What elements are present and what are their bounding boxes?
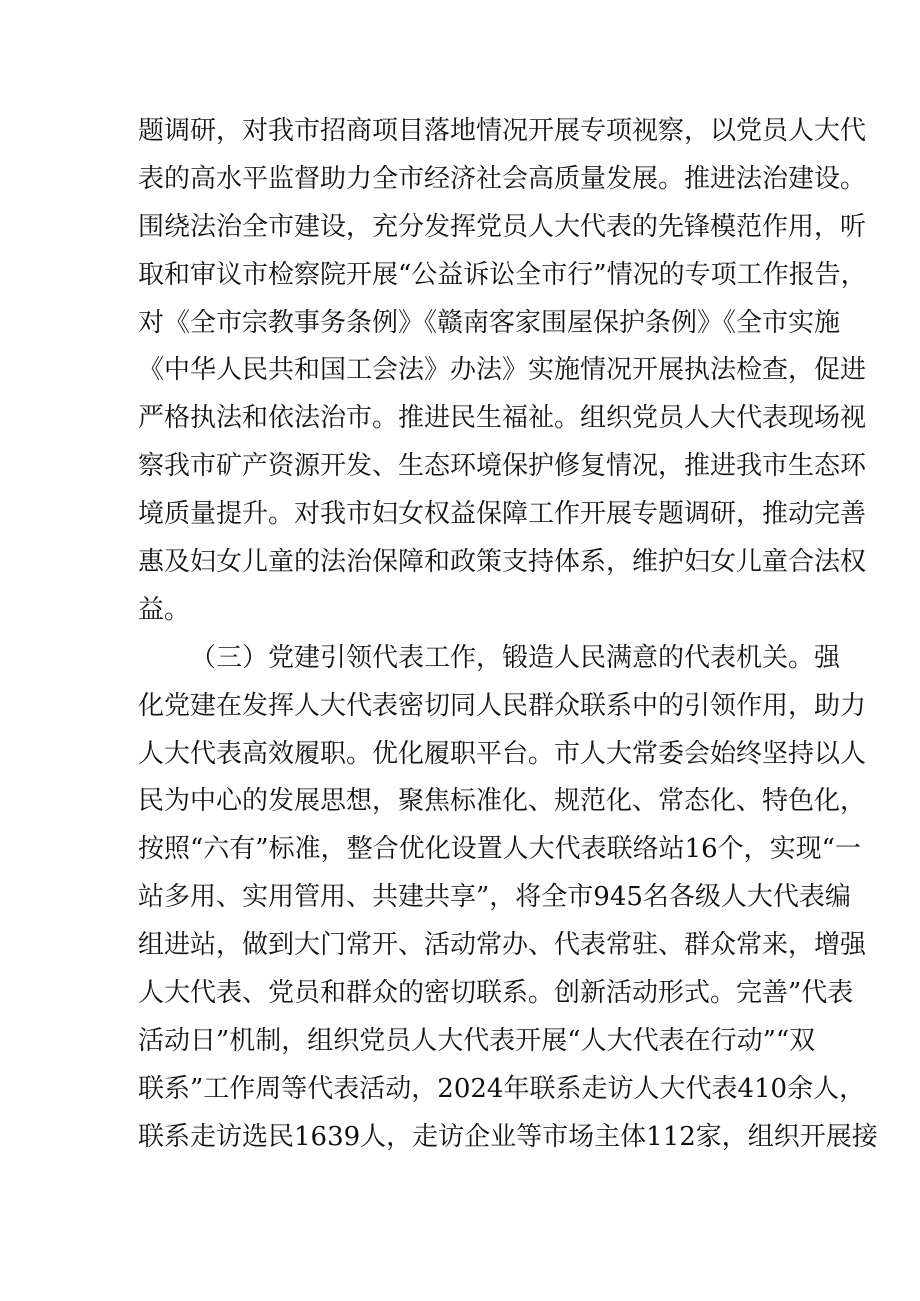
text-line: 站多用、实用管用、共建共享”，将全市945名各级人大代表编 xyxy=(138,882,851,913)
text-line: 民为中心的发展思想，聚焦标准化、规范化、常态化、特色化， xyxy=(138,786,867,817)
text-line: 围绕法治全市建设，充分发挥党员人大代表的先锋模范作用，听 xyxy=(138,211,867,242)
text-line: 联系”工作周等代表活动，2024年联系走访人大代表410余人， xyxy=(138,1073,866,1104)
text-line: 取和审议市检察院开展“公益诉讼全市行”情况的专项工作报告， xyxy=(138,259,867,290)
text-line: 人大代表高效履职。优化履职平台。市人大常委会始终坚持以人 xyxy=(138,738,867,769)
text-line: 《中华人民共和国工会法》办法》实施情况开展执法检查，促进 xyxy=(138,355,867,386)
text-line: 严格执法和依法治市。推进民生福祉。组织党员人大代表现场视 xyxy=(138,403,867,434)
text-line: 益。 xyxy=(138,594,191,625)
text-line: 表的高水平监督助力全市经济社会高质量发展。推进法治建设。 xyxy=(138,163,867,194)
text-line: 对《全市宗教事务条例》《赣南客家围屋保护条例》《全市实施 xyxy=(138,307,841,338)
text-line: 惠及妇女儿童的法治保障和政策支持体系，维护妇女儿童合法权 xyxy=(138,547,867,578)
text-line: 组进站，做到大门常开、活动常办、代表常驻、群众常来，增强 xyxy=(138,930,867,961)
text-line: 境质量提升。对我市妇女权益保障工作开展专题调研，推动完善 xyxy=(138,499,867,530)
body-text xyxy=(138,108,878,1162)
text-line: 人大代表、党员和群众的密切联系。创新活动形式。完善”代表 xyxy=(138,978,854,1009)
text-line: 题调研，对我市招商项目落地情况开展专项视察，以党员人大代 xyxy=(138,116,867,146)
text-line: 联系走访选民1639人，走访企业等市场主体112家，组织开展接 xyxy=(138,1121,878,1152)
text-line: 活动日”机制，组织党员人大代表开展“人大代表在行动”“双 xyxy=(138,1025,816,1056)
text-line: （三）党建引领代表工作，锻造人民满意的代表机关。强 xyxy=(190,642,841,673)
text-line: 按照“六有”标准，整合优化设置人大代表联络站16个，实现“一 xyxy=(138,834,861,865)
text-line: 察我市矿产资源开发、生态环境保护修复情况，推进我市生态环 xyxy=(138,451,867,482)
text-line: 化党建在发挥人大代表密切同人民群众联系中的引领作用，助力 xyxy=(138,690,867,721)
